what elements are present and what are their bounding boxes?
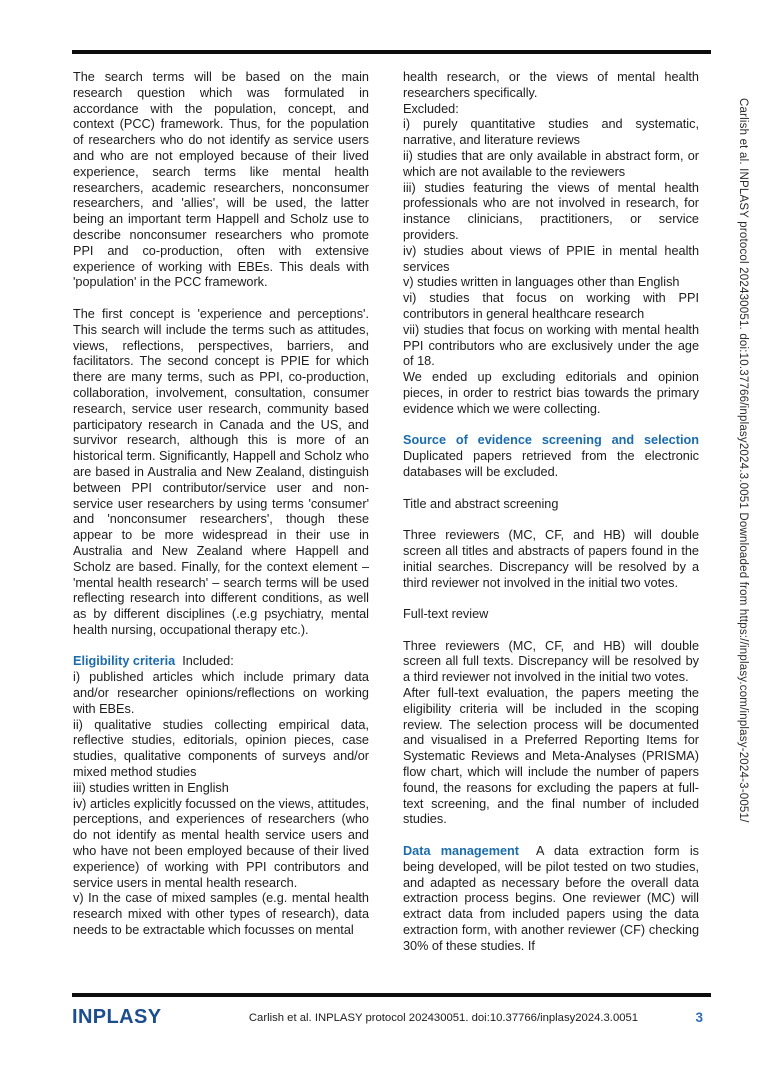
- footer-citation: Carlish et al. INPLASY protocol 202430051. doi:10.37766/inplasy2024.3.0051: [248, 1011, 639, 1024]
- page-content: [73, 70, 699, 955]
- excluded-item-6: vi) studies that focus on working with PPI contributors in general healthcare research: [403, 291, 699, 321]
- source-of-evidence-heading: Source of evidence screening and selection: [403, 433, 699, 448]
- vertical-citation-text: Carlish et al. INPLASY protocol 202430051. doi:10.37766/inplasy2024.3.0051 Downloaded from https://inplasy.com/inplasy-2024-3-0051/: [737, 98, 749, 823]
- source-of-evidence-body: Duplicated papers retrieved from the electronic databases will be excluded.: [403, 449, 699, 479]
- data-management-body: A data extraction form is being developed, will be pilot tested on two studies, and adapted as necessary before the overall data extraction process begins. One reviewer (MC) will extract data from included papers using the data extraction form, with another reviewer (CF) checking 30% of these studies. If: [403, 844, 699, 953]
- included-item-4: iv) articles explicitly focussed on the views, attitudes, perceptions, and experiences of researchers (who do not identify as mental health service users and who have not been employed because of their lived experience) of working with PPI contributors and service users in mental health research.: [73, 796, 369, 890]
- excluded-note: We ended up excluding editorials and opinion pieces, in order to restrict bias towards the primary evidence which we were collecting.: [403, 370, 699, 416]
- excluded-item-5: v) studies written in languages other than English: [403, 275, 680, 290]
- fulltext-review-body: Three reviewers (MC, CF, and HB) will double screen all full texts. Discrepancy will be resolved by a third reviewer not involved in the initial two votes.: [403, 638, 699, 685]
- data-management-line: [403, 844, 699, 955]
- paragraph-search-terms: The search terms will be based on the main research question which was formulated in accordance with the population, concept, and context (PCC) framework. Thus, for the population of researchers who do not identify as service users and who are not employed because of their lived experience, search terms like mental health researchers, academic researchers, nonconsumer researchers, and 'allies', will be used, the latter being an important term Happell and Scholz use to describe nonconsumer researchers who promote PPI and co-production, often with extensive experience of working with EBEs. This deals with 'population' in the PCC framework.: [73, 70, 369, 290]
- paragraph-continuation: health research, or the views of mental health researchers specifically.: [403, 70, 699, 100]
- eligibility-criteria-heading: Eligibility criteria: [73, 654, 176, 669]
- eligibility-criteria-line: [73, 654, 369, 670]
- fulltext-evaluation-body: After full-text evaluation, the papers meeting the eligibility criteria will be included in the scoping review. The selection process will be documented and visualised in a Preferred Reporting Items for Systematic Reviews and Meta-Analyses (PRISMA) flow chart, which will include the number of papers found, the reasons for excluding the papers at full-text screening, and the final number of included studies.: [403, 686, 699, 827]
- excluded-label: Excluded:: [403, 101, 459, 116]
- included-item-5: v) In the case of mixed samples (e.g. mental health research mixed with other types of research), data needs to be extractable which focusses on mental: [73, 891, 369, 938]
- page-number: 3: [695, 1010, 703, 1025]
- excluded-item-3: iii) studies featuring the views of mental health professionals who are not involved in research, for instance clinicians, practitioners, or service providers.: [403, 180, 699, 242]
- page-footer: [72, 1006, 711, 1029]
- top-rule: [72, 50, 711, 54]
- excluded-item-7: vii) studies that focus on working with mental health PPI contributors who are exclusively under the age of 18.: [403, 322, 699, 369]
- excluded-item-4: iv) studies about views of PPIE in mental health services: [403, 243, 699, 274]
- paragraph-concepts: The first concept is 'experience and perceptions'. This search will include the terms such as attitudes, views, reflections, perspectives, barriers, and facilitators. The second concept is PPIE for which there are many terms, such as PPI, co-production, collaboration, involvement, consultation, consumer research, service user research, community based participatory research in Canada and the US, and survivor research, although this is more of an historical term. Significantly, Happell and Scholz who are based in Australia and New Zealand, distinguish between PPI contributor/service user and non-service user researchers by using terms 'consumer' and 'nonconsumer researchers', though these appear to be more widespread in their use in Australia and New Zealand where Happell and Scholz are based. Finally, for the context element – 'mental health research' – search terms will be used reflecting research into different conditions, as well as by different disciplines (.e.g psychiatry, mental health nursing, occupational therapy etc.).: [73, 306, 369, 637]
- title-abstract-screening-body: Three reviewers (MC, CF, and HB) will double screen all titles and abstracts of papers found in the initial searches. Discrepancy will be resolved by a third reviewer not involved in the initial two votes.: [403, 528, 699, 590]
- included-item-2: ii) qualitative studies collecting empirical data, reflective studies, editorials, opinion pieces, case studies, qualitative components of surveys and/or mixed method studies: [73, 717, 369, 780]
- eligibility-intro: Included:: [182, 654, 234, 669]
- included-item-3: iii) studies written in English: [73, 780, 229, 795]
- included-item-1: i) published articles which include primary data and/or researcher opinions/reflections on working with EBEs.: [73, 670, 369, 716]
- left-column: [73, 70, 369, 955]
- footer-rule: [72, 993, 711, 997]
- data-management-heading: Data management: [403, 844, 520, 859]
- excluded-item-2: ii) studies that are only available in abstract form, or which are not available to the reviewers: [403, 148, 699, 179]
- right-column: [403, 70, 699, 955]
- excluded-item-1: i) purely quantitative studies and systematic, narrative, and literature reviews: [403, 117, 699, 148]
- fulltext-review-label: Full-text review: [403, 607, 489, 622]
- title-abstract-screening-label: Title and abstract screening: [403, 496, 559, 511]
- inplasy-logo: INPLASY: [72, 1006, 162, 1028]
